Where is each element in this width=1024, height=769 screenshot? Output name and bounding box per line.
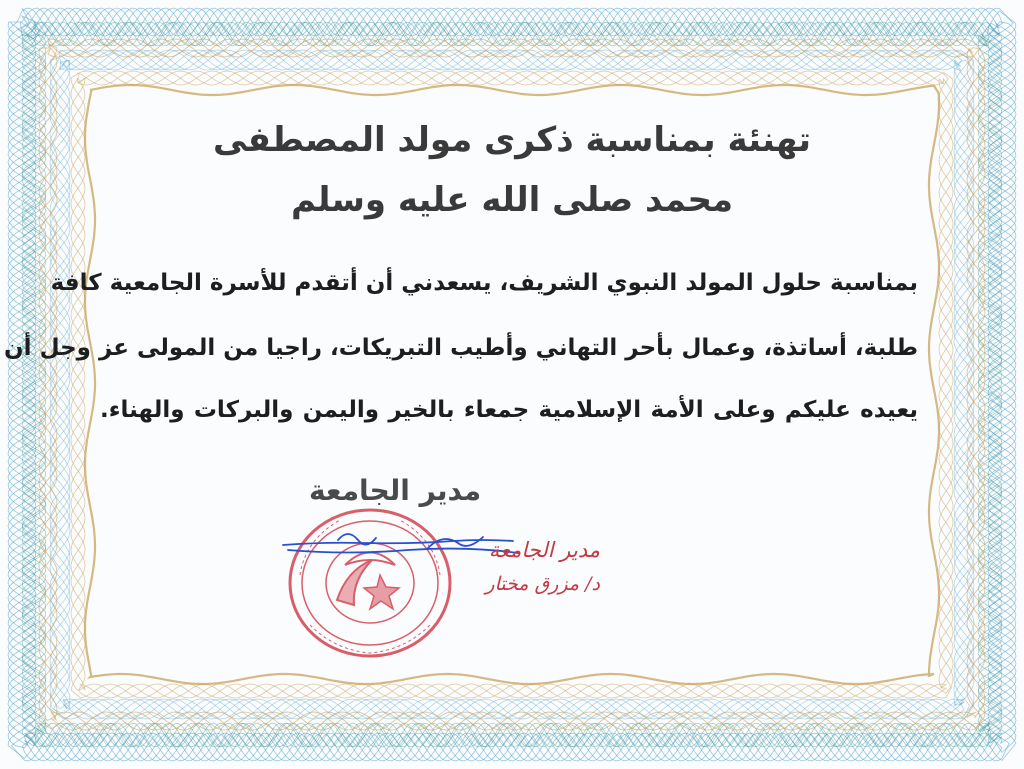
- stamp-signer-title: مدير الجامعة: [488, 538, 600, 562]
- stamp-signer-name: د/ مزرق مختار: [485, 573, 600, 595]
- signer-title: مدير الجامعة: [308, 474, 482, 507]
- certificate-subtitle: محمد صلى الله عليه وسلم: [290, 180, 734, 220]
- body-line-1: بمناسبة حلول المولد النبوي الشريف، يسعدني أن أتقدم للأسرة الجامعية كافة: [50, 270, 918, 296]
- body-line-2: طلبة، أساتذة، وعمال بأحر التهاني وأطيب التبريكات، راجيا من المولى عز وجل أن: [4, 335, 918, 361]
- body-line-3: يعيده عليكم وعلى الأمة الإسلامية جمعاء بالخير واليمن والبركات والهناء.: [100, 397, 918, 423]
- certificate-title: تهنئة بمناسبة ذكرى مولد المصطفى: [212, 120, 812, 160]
